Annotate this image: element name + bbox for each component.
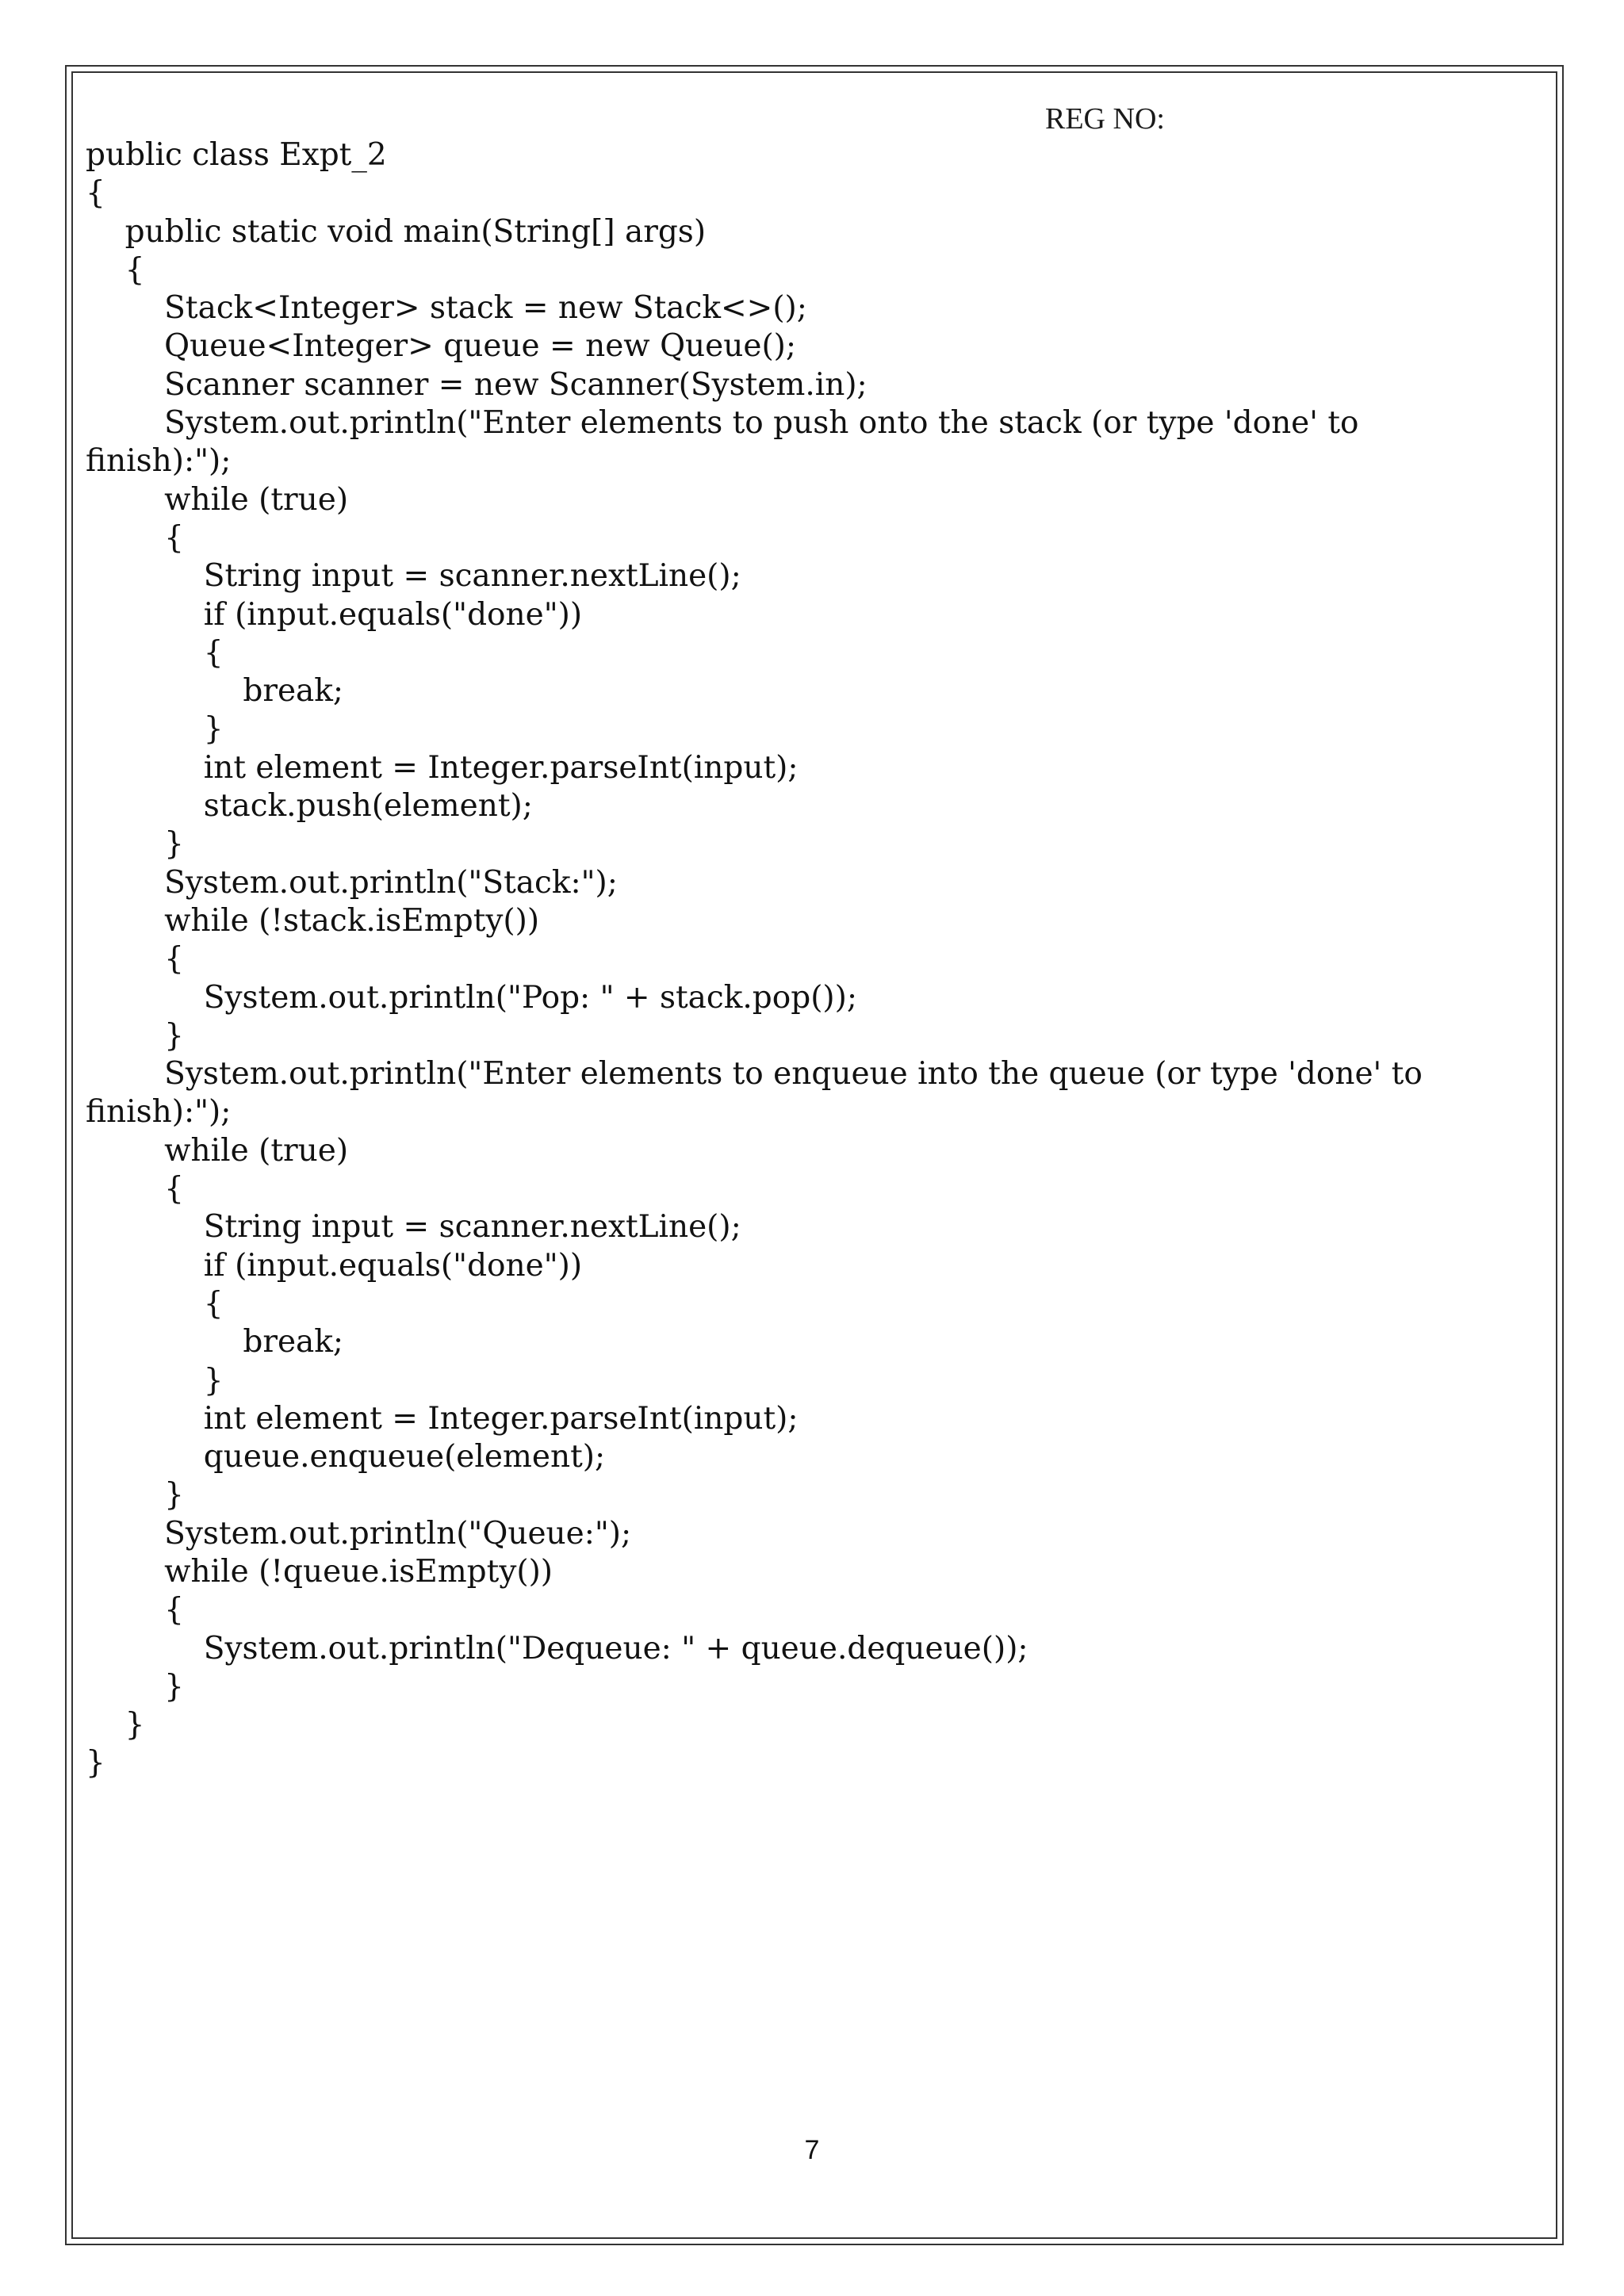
code-line: public static void main(String[] args) — [86, 213, 707, 250]
code-line: { — [86, 175, 105, 212]
code-line: { — [86, 1592, 184, 1628]
code-line: finish):"); — [86, 443, 232, 480]
code-line: break; — [86, 673, 344, 710]
code-line: Scanner scanner = new Scanner(System.in); — [86, 366, 868, 403]
code-line: { — [86, 519, 184, 556]
code-line: } — [86, 1745, 105, 1781]
code-line: System.out.println("Enter elements to push onto the stack (or type 'done' to — [86, 405, 1359, 442]
page-number: 7 — [804, 2135, 820, 2165]
code-line: while (!stack.isEmpty()) — [86, 902, 540, 939]
code-line: System.out.println("Stack:"); — [86, 864, 618, 901]
code-line: String input = scanner.nextLine(); — [86, 558, 741, 595]
code-line: System.out.println("Pop: " + stack.pop()); — [86, 979, 858, 1016]
code-line: Stack<Integer> stack = new Stack<>(); — [86, 290, 807, 327]
code-line: while (true) — [86, 481, 349, 518]
code-line: } — [86, 1477, 184, 1513]
code-line: int element = Integer.parseInt(input); — [86, 1400, 799, 1437]
code-line: Queue<Integer> queue = new Queue(); — [86, 328, 797, 365]
code-listing — [86, 136, 1545, 1783]
code-line: } — [86, 1668, 184, 1705]
code-line: stack.push(element); — [86, 788, 533, 825]
code-line: { — [86, 941, 184, 978]
code-line: } — [86, 826, 184, 863]
code-line: { — [86, 1285, 224, 1322]
code-line: finish):"); — [86, 1094, 232, 1131]
code-line: System.out.println("Enter elements to enqueue into the queue (or type 'done' to — [86, 1056, 1423, 1093]
code-line: if (input.equals("done")) — [86, 1247, 583, 1284]
code-line: if (input.equals("done")) — [86, 596, 583, 633]
code-line: } — [86, 711, 224, 748]
code-line: queue.enqueue(element); — [86, 1439, 606, 1475]
code-line: String input = scanner.nextLine(); — [86, 1209, 741, 1246]
code-line: { — [86, 1171, 184, 1207]
code-line: System.out.println("Dequeue: " + queue.dequeue()); — [86, 1630, 1028, 1667]
code-line: System.out.println("Queue:"); — [86, 1515, 632, 1552]
code-line: } — [86, 1017, 184, 1054]
code-line: while (!queue.isEmpty()) — [86, 1553, 553, 1590]
reg-no-label: REG NO: — [1045, 102, 1165, 136]
code-line: } — [86, 1707, 145, 1743]
code-line: { — [86, 251, 145, 288]
code-line: { — [86, 634, 224, 671]
code-line: int element = Integer.parseInt(input); — [86, 749, 799, 786]
code-line: } — [86, 1362, 224, 1399]
code-line: break; — [86, 1324, 344, 1360]
code-line: while (true) — [86, 1132, 349, 1169]
code-line: public class Expt_2 — [86, 137, 387, 173]
